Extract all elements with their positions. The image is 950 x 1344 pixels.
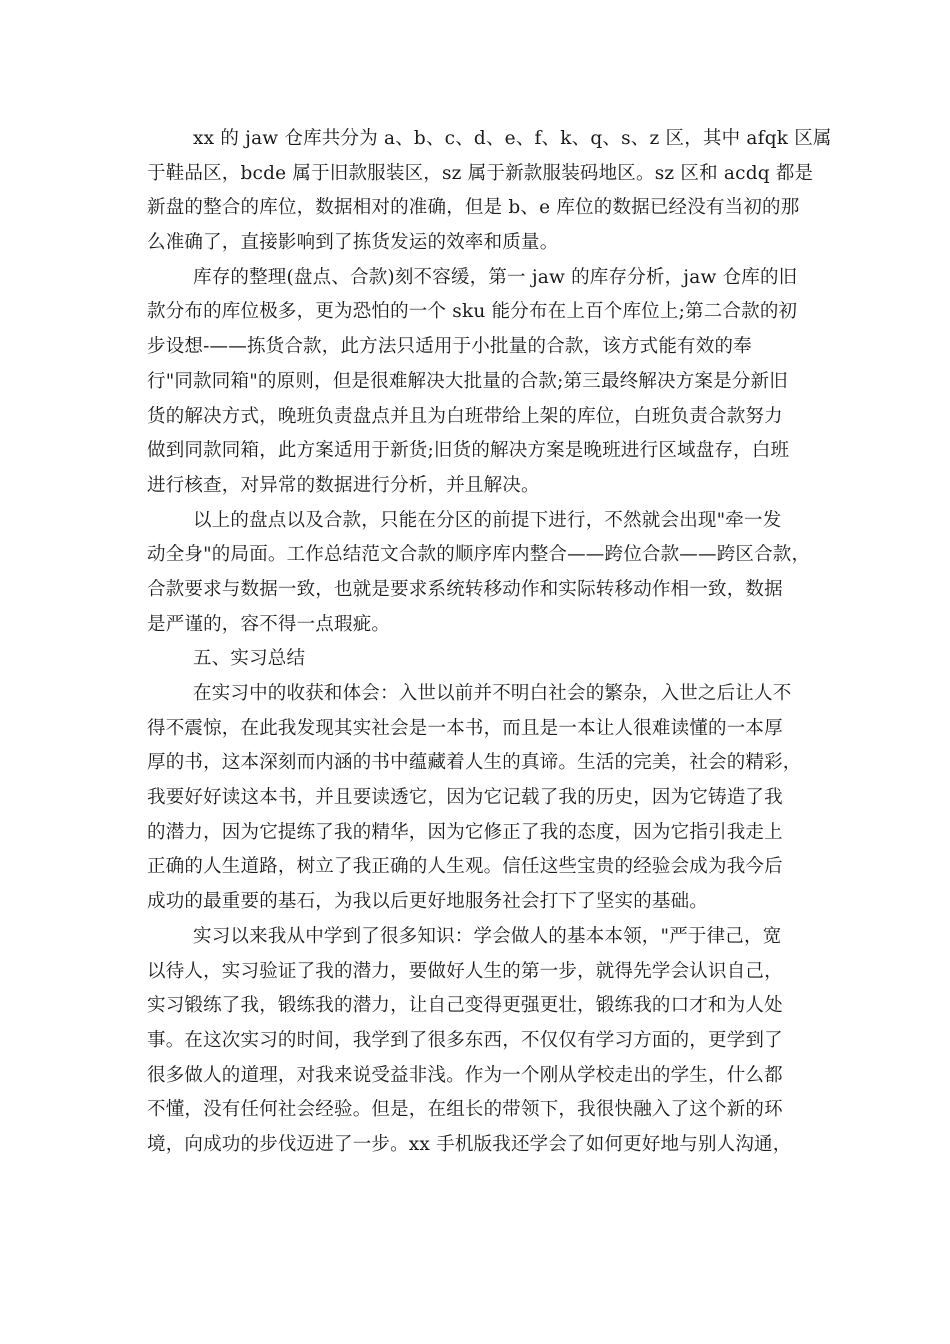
paragraph-line: 合款要求与数据一致，也就是要求系统转移动作和实际转移动作相一致，数据	[147, 578, 783, 600]
paragraph-line: 动全身"的局面。工作总结范文合款的顺序库内整合——跨位合款——跨区合款，	[147, 544, 811, 566]
paragraph-line: 新盘的整合的库位，数据相对的准确，但是 b、e 库位的数据已经没有当初的那	[147, 197, 800, 219]
document-body	[147, 122, 832, 1163]
paragraph-line: 我要好好读这本书，并且要读透它，因为它记载了我的历史，因为它铸造了我	[147, 787, 783, 809]
paragraph-line: 事。在这次实习的时间，我学到了很多东西，不仅仅有学习方面的，更学到了	[147, 1029, 783, 1051]
paragraph-line: 于鞋品区，bcde 属于旧款服装区，sz 属于新款服装码地区。sz 区和 acdq 都是	[147, 162, 814, 184]
paragraph-line: 做到同款同箱，此方案适用于新货;旧货的解决方案是晚班进行区域盘存，白班	[147, 440, 790, 462]
paragraph-line: 进行核查，对异常的数据进行分析，并且解决。	[147, 474, 540, 496]
paragraph-first-line: xx 的 jaw 仓库共分为 a、b、c、d、e、f、k、q、s、z 区，其中 afqk 区属	[193, 128, 832, 149]
paragraph-line: 境，向成功的步伐迈进了一步。xx 手机版我还学会了如何更好地与别人沟通，	[147, 1133, 792, 1155]
paragraph-line: 以待人，实习验证了我的潜力，要做好人生的第一步，就得先学会认识自己，	[147, 960, 783, 982]
paragraph-line: 正确的人生道路，树立了我正确的人生观。信任这些宝贵的经验会成为我今后	[147, 856, 783, 878]
paragraph-line: 的潜力，因为它提练了我的精华，因为它修正了我的态度，因为它指引我走上	[147, 821, 783, 843]
paragraph-first-line: 五、实习总结	[193, 648, 306, 670]
paragraph	[147, 122, 832, 261]
paragraph-first-line: 库存的整理(盘点、合款)刻不容缓，第一 jaw 的库存分析，jaw 仓库的旧	[193, 266, 798, 288]
paragraph	[147, 504, 819, 643]
paragraph-line: 款分布的库位极多，更为恐怕的一个 sku 能分布在上百个库位上;第二合款的初	[147, 301, 798, 323]
paragraph-line: 得不震惊，在此我发现其实社会是一本书，而且是一本让人很难读懂的一本厚	[147, 717, 783, 739]
paragraph-line: 步设想-——拣货合款，此方法只适用于小批量的合款，该方式能有效的奉	[147, 336, 752, 358]
paragraph-first-line: 以上的盘点以及合款，只能在分区的前提下进行，不然就会出现"牵一发	[193, 509, 782, 531]
paragraph-line: 成功的最重要的基石，为我以后更好地服务社会打下了坚实的基础。	[147, 891, 709, 913]
paragraph	[147, 642, 819, 677]
paragraph-line: 厚的书，这本深刻而内涵的书中蕴藏着人生的真谛。生活的完美，社会的精彩，	[147, 752, 802, 774]
paragraph-line: 货的解决方式，晚班负责盘点并且为白班带给上架的库位，白班负责合款努力	[147, 405, 783, 427]
paragraph-line: 是严谨的，容不得一点瑕疵。	[147, 613, 391, 635]
paragraph-line: 行"同款同箱"的原则，但是很难解决大批量的合款;第三最终解决方案是分新旧	[147, 370, 788, 392]
paragraph-line: 不懂，没有任何社会经验。但是，在组长的带领下，我很快融入了这个新的环	[147, 1099, 783, 1121]
paragraph-first-line: 在实习中的收获和体会：入世以前并不明白社会的繁杂，入世之后让人不	[193, 683, 792, 704]
paragraph-first-line: 实习以来我从中学到了很多知识：学会做人的基本本领，"严于律己，宽	[193, 925, 782, 947]
paragraph	[147, 677, 819, 920]
paragraph-line: 么准确了，直接影响到了拣货发运的效率和质量。	[147, 232, 559, 254]
paragraph	[147, 920, 819, 1163]
paragraph-line: 实习锻练了我，锻练我的潜力，让自己变得更强更壮，锻练我的口才和为人处	[147, 995, 783, 1017]
paragraph-line: 很多做人的道理，对我来说受益非浅。作为一个刚从学校走出的学生，什么都	[147, 1064, 783, 1086]
paragraph	[147, 261, 819, 504]
